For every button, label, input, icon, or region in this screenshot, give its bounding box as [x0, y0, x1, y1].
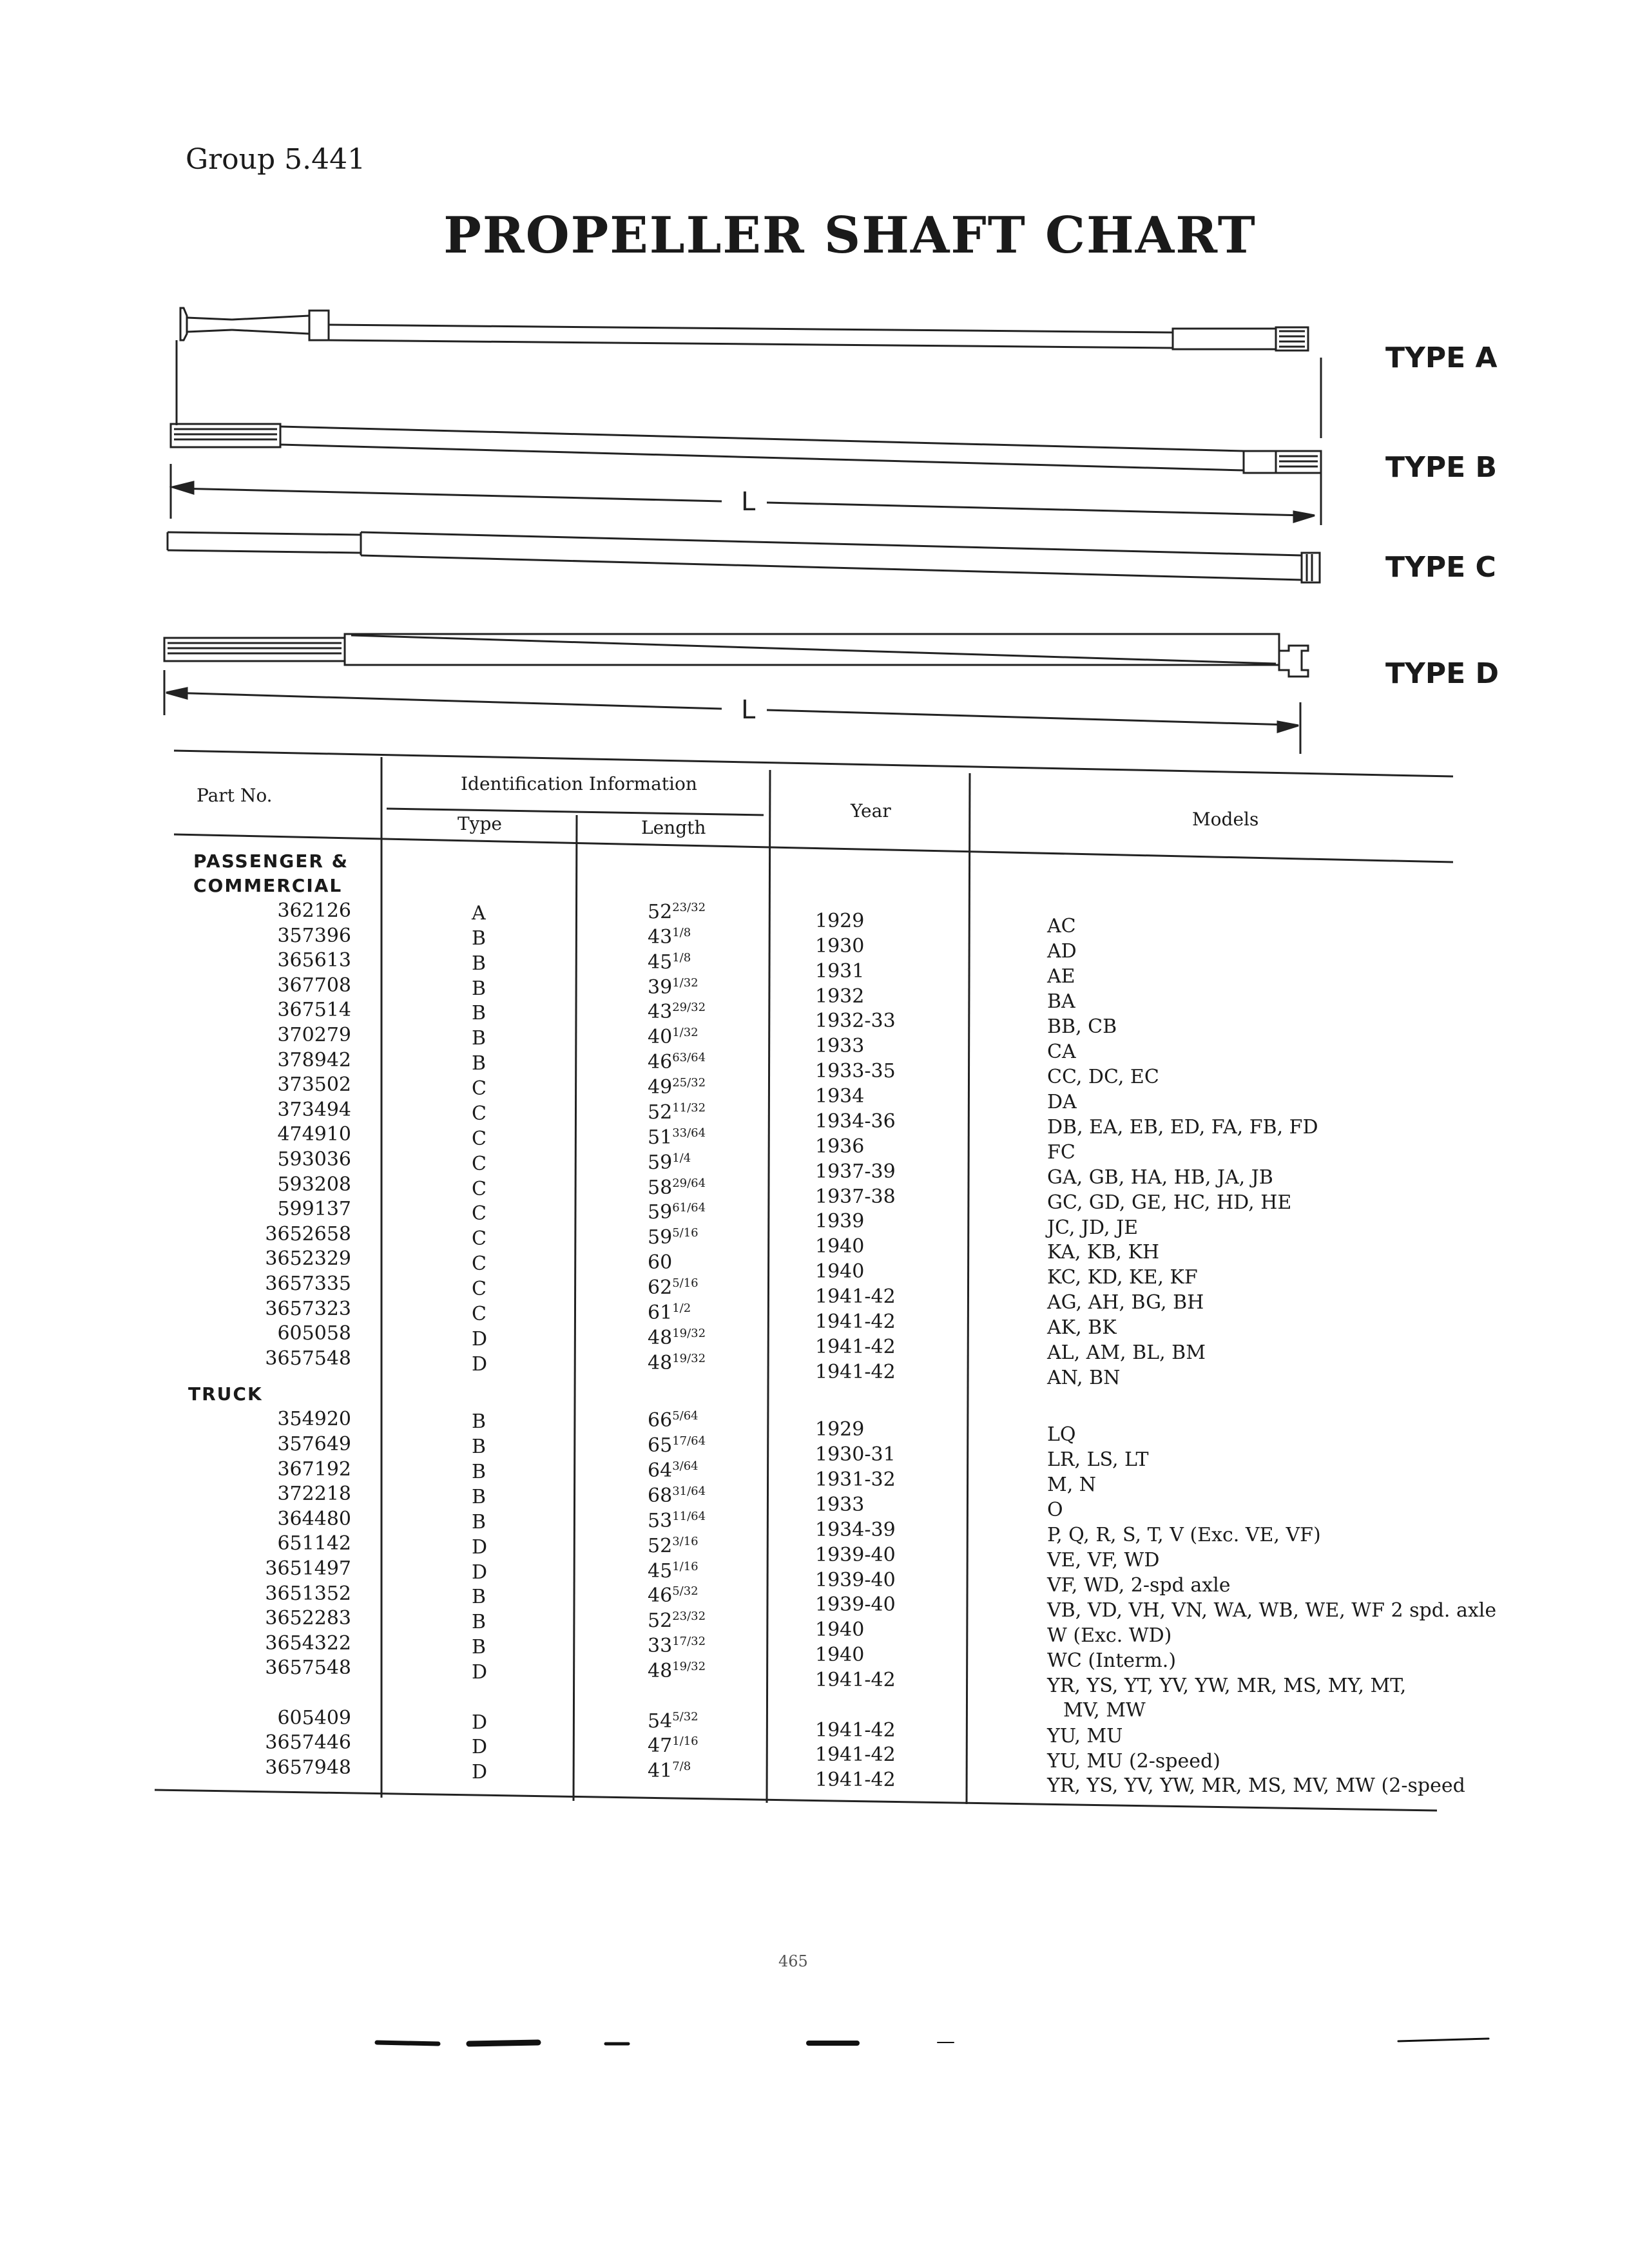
year-cell: 1929	[815, 910, 865, 932]
year-cell: 1939-40	[815, 1593, 896, 1617]
part-number-cell: 605058	[277, 1322, 351, 1345]
length-fraction: 1/16	[672, 1559, 699, 1573]
table-row	[0, 1347, 1629, 1390]
length-cell	[648, 1126, 706, 1149]
length-cell	[648, 1535, 699, 1557]
length-whole: 40	[648, 1026, 673, 1049]
part-number-cell: 372218	[277, 1483, 351, 1506]
year-cell: 1941-42	[815, 1360, 896, 1383]
part-number-cell: 3657548	[265, 1347, 351, 1370]
length-whole: 39	[648, 975, 673, 999]
part-number-cell: 474910	[277, 1123, 351, 1146]
year-cell: 1930-31	[815, 1443, 896, 1466]
length-whole: 45	[648, 1559, 673, 1582]
length-fraction: 5/32	[672, 1584, 699, 1599]
length-fraction: 1/8	[672, 925, 691, 939]
length-cell	[648, 1760, 691, 1782]
length-cell	[648, 1177, 706, 1199]
part-number-cell: 3652329	[265, 1247, 351, 1271]
length-label-l: L	[741, 487, 756, 517]
length-cell	[648, 1151, 691, 1174]
models-cell: CA	[1047, 1040, 1076, 1063]
length-whole: 64	[648, 1459, 673, 1483]
type-cell: C	[472, 1302, 487, 1325]
scan-marks	[0, 2023, 1629, 2062]
models-cell: FC	[1047, 1140, 1075, 1164]
length-fraction: 31/64	[672, 1484, 706, 1498]
length-fraction: 23/32	[672, 901, 706, 914]
length-fraction: 1/4	[672, 1151, 691, 1165]
part-number-cell: 378942	[277, 1048, 351, 1072]
year-cell: 1933	[815, 1493, 865, 1516]
length-cell	[648, 1076, 706, 1099]
type-cell: C	[472, 1152, 487, 1175]
length-cell	[648, 951, 691, 974]
section-title: COMMERCIAL	[193, 875, 343, 896]
models-cell: GC, GD, GE, HC, HD, HE	[1047, 1191, 1292, 1214]
year-cell: 1930	[815, 934, 865, 957]
length-whole: 47	[648, 1735, 673, 1758]
part-number-cell: 357649	[277, 1433, 351, 1456]
header-year: Year	[851, 800, 891, 822]
type-cell: A	[472, 902, 486, 925]
year-cell: 1941-42	[815, 1769, 896, 1792]
type-cell: C	[472, 1278, 487, 1301]
type-c-label: TYPE C	[1385, 551, 1496, 584]
year-cell: 1936	[815, 1135, 865, 1158]
length-cell	[648, 1026, 699, 1048]
year-cell: 1931	[815, 959, 865, 983]
part-number-cell: 364480	[277, 1507, 351, 1530]
header-length: Length	[641, 817, 706, 838]
part-number-cell: 373494	[277, 1098, 351, 1121]
length-fraction: 61/64	[672, 1201, 706, 1215]
length-whole: 60	[648, 1251, 673, 1274]
year-cell: 1940	[815, 1619, 865, 1642]
length-cell	[648, 1101, 706, 1124]
year-cell: 1941-42	[815, 1744, 896, 1767]
type-cell: D	[472, 1561, 488, 1584]
type-cell: D	[472, 1661, 488, 1684]
year-cell: 1931-32	[815, 1468, 896, 1492]
header-models: Models	[1192, 809, 1259, 830]
type-b-label: TYPE B	[1385, 451, 1498, 484]
type-a-label: TYPE A	[1385, 341, 1498, 374]
length-whole: 43	[648, 1001, 673, 1024]
length-whole: 52	[648, 1100, 673, 1124]
year-cell: 1939-40	[815, 1568, 896, 1591]
part-number-cell: 593036	[277, 1148, 351, 1171]
length-fraction: 5/16	[672, 1276, 699, 1291]
length-fraction: 1/32	[672, 1026, 699, 1040]
length-whole: 54	[648, 1709, 673, 1733]
year-cell: 1934-39	[815, 1518, 896, 1541]
header-part-no: Part No.	[197, 785, 273, 806]
year-cell: 1933	[815, 1035, 865, 1058]
part-number-cell: 3657948	[265, 1756, 351, 1779]
length-fraction: 1/32	[672, 975, 699, 990]
models-cell: W (Exc. WD)	[1047, 1624, 1172, 1648]
models-cell: VE, VF, WD	[1047, 1549, 1160, 1572]
models-cell: JC, JD, JE	[1047, 1216, 1138, 1239]
length-fraction: 5/16	[672, 1226, 699, 1240]
section-title: TRUCK	[188, 1383, 263, 1405]
year-cell: 1941-42	[815, 1718, 896, 1742]
length-cell	[648, 1327, 706, 1349]
part-number-cell: 599137	[277, 1198, 351, 1221]
type-cell: C	[472, 1227, 487, 1251]
length-fraction: 3/16	[672, 1534, 699, 1548]
type-cell: B	[472, 1510, 487, 1533]
part-number-cell: 367192	[277, 1457, 351, 1481]
length-whole: 52	[648, 1610, 673, 1633]
length-fraction: 19/32	[672, 1351, 706, 1365]
page-title: PROPELLER SHAFT CHART	[443, 206, 1257, 265]
length-cell	[648, 1434, 706, 1457]
length-whole: 53	[648, 1509, 673, 1532]
length-whole: 68	[648, 1484, 673, 1507]
type-cell: D	[472, 1736, 488, 1759]
year-cell: 1932-33	[815, 1010, 896, 1033]
length-cell	[648, 1610, 706, 1632]
part-number-cell: 373502	[277, 1073, 351, 1097]
models-cell: YR, YS, YT, YV, YW, MR, MS, MY, MT,	[1047, 1674, 1407, 1697]
length-cell	[648, 1510, 706, 1532]
year-cell: 1929	[815, 1418, 865, 1441]
models-cell: LR, LS, LT	[1047, 1448, 1149, 1472]
models-cell: AG, AH, BG, BH	[1047, 1291, 1204, 1314]
models-cell: GA, GB, HA, HB, JA, JB	[1047, 1166, 1273, 1189]
length-whole: 46	[648, 1584, 673, 1608]
length-fraction: 1/8	[672, 950, 691, 965]
length-fraction: 1/2	[672, 1301, 691, 1315]
length-cell	[648, 1409, 699, 1432]
length-whole: 52	[648, 1534, 673, 1557]
length-fraction: 3/64	[672, 1459, 699, 1474]
models-cell: KA, KB, KH	[1047, 1241, 1160, 1264]
length-whole: 43	[648, 925, 673, 948]
length-whole: 51	[648, 1126, 673, 1149]
models-cell: BA	[1047, 990, 1075, 1013]
models-cell: AD	[1047, 939, 1077, 963]
part-number-cell: 605409	[277, 1706, 351, 1729]
length-label-l: L	[741, 695, 756, 725]
year-cell: 1939-40	[815, 1543, 896, 1566]
length-cell	[648, 976, 699, 999]
type-cell: B	[472, 1410, 487, 1434]
models-cell: LQ	[1047, 1423, 1076, 1446]
length-cell	[648, 1584, 699, 1607]
length-whole: 45	[648, 950, 673, 974]
part-number-cell: 3652283	[265, 1607, 351, 1630]
length-whole: 49	[648, 1076, 673, 1099]
length-whole: 66	[648, 1409, 673, 1432]
length-cell	[648, 1051, 706, 1073]
type-cell: B	[472, 927, 487, 950]
models-cell: O	[1047, 1499, 1063, 1522]
year-cell: 1941-42	[815, 1669, 896, 1692]
part-number-cell: 367514	[277, 999, 351, 1022]
type-cell: C	[472, 1253, 487, 1276]
type-d-label: TYPE D	[1385, 657, 1499, 690]
type-cell: B	[472, 1027, 487, 1050]
header-identification: Identification Information	[461, 773, 697, 794]
length-whole: 62	[648, 1276, 673, 1300]
part-number-cell: 3654322	[265, 1631, 351, 1655]
length-cell	[648, 1459, 699, 1482]
models-cell: VB, VD, VH, VN, WA, WB, WE, WF 2 spd. axle	[1047, 1599, 1497, 1622]
length-whole: 59	[648, 1151, 673, 1174]
type-cell: C	[472, 1202, 487, 1225]
length-fraction: 19/32	[672, 1326, 706, 1340]
part-number-cell: 365613	[277, 949, 351, 972]
type-cell: B	[472, 952, 487, 975]
length-fraction: 11/64	[672, 1509, 706, 1523]
length-whole: 52	[648, 901, 673, 923]
models-cell: YU, MU (2-speed)	[1047, 1749, 1220, 1773]
type-cell: D	[472, 1327, 488, 1350]
part-number-cell: 3657548	[265, 1657, 351, 1680]
models-cell: DB, EA, EB, ED, FA, FB, FD	[1047, 1115, 1318, 1139]
part-number-cell: 3657446	[265, 1731, 351, 1754]
type-cell: B	[472, 1586, 487, 1609]
type-cell: D	[472, 1352, 488, 1376]
year-cell: 1941-42	[815, 1285, 896, 1309]
models-cell: CC, DC, EC	[1047, 1065, 1159, 1088]
type-cell: D	[472, 1761, 488, 1784]
length-whole: 48	[648, 1660, 673, 1683]
part-number-cell: 651142	[277, 1532, 351, 1555]
length-fraction: 23/32	[672, 1610, 706, 1624]
models-cell: BB, CB	[1047, 1015, 1117, 1038]
length-fraction: 5/64	[672, 1409, 699, 1423]
models-cell: P, Q, R, S, T, V (Exc. VE, VF)	[1047, 1524, 1321, 1547]
length-cell	[648, 1635, 706, 1657]
table-row	[0, 1756, 1629, 1798]
part-number-cell: 593208	[277, 1173, 351, 1196]
year-cell: 1933-35	[815, 1060, 896, 1083]
part-number-cell: 367708	[277, 974, 351, 997]
length-cell	[648, 1201, 706, 1224]
length-whole: 61	[648, 1301, 673, 1324]
year-cell: 1941-42	[815, 1310, 896, 1333]
models-cell: YR, YS, YV, YW, MR, MS, MV, MW (2-speed	[1047, 1774, 1465, 1798]
group-number: Group 5.441	[186, 143, 366, 176]
type-cell: B	[472, 1636, 487, 1659]
year-cell: 1937-39	[815, 1160, 896, 1183]
length-whole: 59	[648, 1226, 673, 1249]
length-cell	[648, 1485, 706, 1507]
models-cell: AL, AM, BL, BM	[1047, 1341, 1206, 1365]
length-whole: 65	[648, 1434, 673, 1457]
year-cell: 1934-36	[815, 1110, 896, 1133]
part-number-cell: 3657335	[265, 1273, 351, 1295]
length-fraction: 25/32	[672, 1076, 706, 1090]
length-cell	[648, 1251, 672, 1274]
year-cell: 1937-38	[815, 1185, 896, 1208]
length-fraction: 17/64	[672, 1434, 706, 1448]
length-cell	[648, 1276, 699, 1299]
length-cell	[648, 1352, 706, 1374]
length-cell	[648, 1226, 699, 1249]
length-cell	[648, 901, 706, 923]
part-number-cell: 3651497	[265, 1557, 351, 1580]
length-fraction: 7/8	[672, 1760, 691, 1774]
year-cell: 1940	[815, 1644, 865, 1667]
part-number-cell: 3652658	[265, 1222, 351, 1245]
type-cell: C	[472, 1102, 487, 1125]
models-cell: VF, WD, 2-spd axle	[1047, 1574, 1231, 1597]
section-title: PASSENGER &	[193, 850, 349, 872]
length-whole: 46	[648, 1051, 673, 1074]
length-cell	[648, 926, 691, 948]
length-cell	[648, 1302, 691, 1324]
type-cell: C	[472, 1177, 487, 1200]
type-cell: B	[472, 1461, 487, 1484]
models-cell: WC (Interm.)	[1047, 1649, 1177, 1673]
length-fraction: 5/32	[672, 1709, 699, 1724]
models-cell: DA	[1047, 1090, 1077, 1113]
length-whole: 41	[648, 1760, 673, 1783]
models-cell: YU, MU	[1047, 1724, 1123, 1747]
length-fraction: 29/32	[672, 1001, 706, 1015]
year-cell: 1939	[815, 1210, 865, 1233]
models-cell: AE	[1047, 965, 1075, 988]
part-number-cell: 370279	[277, 1024, 351, 1046]
length-cell	[648, 1001, 706, 1023]
models-continuation-cell: MV, MW	[1063, 1698, 1146, 1722]
year-cell: 1941-42	[815, 1335, 896, 1358]
length-whole: 33	[648, 1635, 673, 1658]
part-number-cell: 3651352	[265, 1582, 351, 1605]
length-fraction: 1/16	[672, 1735, 699, 1749]
type-cell: B	[472, 1052, 487, 1075]
year-cell: 1932	[815, 985, 865, 1008]
length-fraction: 33/64	[672, 1126, 706, 1140]
length-whole: 48	[648, 1326, 673, 1349]
length-fraction: 63/64	[672, 1051, 706, 1065]
type-cell: B	[472, 1611, 487, 1634]
type-cell: B	[472, 977, 487, 1000]
length-cell	[648, 1735, 699, 1757]
year-cell: 1934	[815, 1085, 865, 1108]
type-cell: D	[472, 1535, 488, 1559]
models-cell: KC, KD, KE, KF	[1047, 1266, 1198, 1289]
length-fraction: 17/32	[672, 1635, 706, 1649]
length-whole: 58	[648, 1176, 673, 1199]
models-cell: AC	[1047, 915, 1076, 937]
type-cell: B	[472, 1436, 487, 1459]
year-cell: 1940	[815, 1235, 865, 1258]
models-cell: M, N	[1047, 1474, 1097, 1497]
length-whole: 48	[648, 1351, 673, 1374]
type-cell: B	[472, 1002, 487, 1025]
models-cell: AN, BN	[1047, 1367, 1121, 1390]
length-cell	[648, 1710, 699, 1733]
part-number-cell: 362126	[277, 899, 351, 922]
page-number: 465	[778, 1952, 808, 1970]
length-fraction: 19/32	[672, 1660, 706, 1674]
type-cell: C	[472, 1077, 487, 1100]
length-cell	[648, 1560, 699, 1582]
type-cell: B	[472, 1485, 487, 1508]
year-cell: 1940	[815, 1260, 865, 1283]
type-cell: C	[472, 1127, 487, 1150]
header-type: Type	[458, 813, 502, 834]
part-number-cell: 357396	[277, 924, 351, 947]
part-number-cell: 3657323	[265, 1297, 351, 1320]
part-number-cell: 354920	[277, 1408, 351, 1431]
length-cell	[648, 1660, 706, 1682]
length-whole: 59	[648, 1201, 673, 1224]
length-fraction: 11/32	[672, 1100, 706, 1115]
type-cell: D	[472, 1711, 488, 1734]
length-fraction: 29/64	[672, 1176, 706, 1190]
models-cell: AK, BK	[1047, 1316, 1117, 1340]
